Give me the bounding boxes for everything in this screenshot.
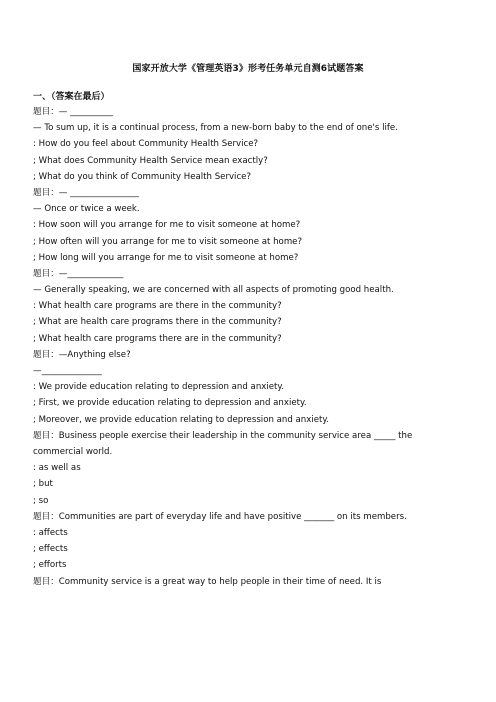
answer-option: ; but bbox=[33, 479, 53, 490]
answer-option: ; What health care programs there are in the community? bbox=[33, 333, 282, 344]
dialogue-line: — Generally speaking, we are concerned with all aspects of promoting good health. bbox=[33, 285, 394, 296]
answer-option: : as well as bbox=[33, 463, 81, 474]
question-prompt: 题目：—_____________ bbox=[33, 268, 124, 279]
document-title: 国家开放大学《管理英语3》形考任务单元自测6试题答案 bbox=[132, 64, 364, 74]
question-prompt: 题目：Business people exercise their leadership in the community service area _____ the commercial world. bbox=[33, 430, 413, 457]
section-heading: 一、（答案在最后） bbox=[33, 92, 110, 102]
question-prompt: 题目：Communities are part of everyday life and have positive _______ on its members. bbox=[33, 511, 407, 522]
answer-option: ; How often will you arrange for me to visit someone at home? bbox=[33, 236, 303, 247]
answer-option: ; What does Community Health Service mean exactly? bbox=[33, 155, 268, 166]
answer-option: : affects bbox=[33, 527, 68, 538]
answer-option: ; efforts bbox=[33, 560, 67, 571]
question-prompt: 题目：— __________ bbox=[33, 107, 114, 117]
question-prompt: 题目：—Anything else? bbox=[33, 349, 131, 360]
answer-option: ; How long will you arrange for me to visit someone at home? bbox=[33, 252, 299, 263]
dialogue-line: — To sum up, it is a continual process, from a new-born baby to the end of one's life. bbox=[33, 123, 398, 134]
answer-option: : We provide education relating to depression and anxiety. bbox=[33, 382, 284, 393]
answer-option: : What health care programs are there in the community? bbox=[33, 301, 282, 312]
answer-option: ; First, we provide education relating to depression and anxiety. bbox=[33, 398, 307, 409]
question-list bbox=[33, 104, 463, 590]
question-prompt: 题目：— ________________ bbox=[33, 187, 139, 198]
answer-option: ; Moreover, we provide education relating to depression and anxiety. bbox=[33, 414, 329, 425]
answer-option: ; What do you think of Community Health Service? bbox=[33, 171, 252, 182]
dialogue-line: — Once or twice a week. bbox=[33, 204, 140, 215]
answer-option: : How soon will you arrange for me to visit someone at home? bbox=[33, 220, 301, 231]
question-prompt: 题目：Community service is a great way to help people in their time of need. It is bbox=[33, 576, 382, 587]
dialogue-line: —______________ bbox=[33, 366, 102, 377]
answer-option: : How do you feel about Community Health Service? bbox=[33, 139, 259, 150]
answer-option: ; so bbox=[33, 495, 49, 506]
answer-option: ; effects bbox=[33, 544, 68, 555]
answer-option: ; What are health care programs there in the community? bbox=[33, 317, 282, 328]
